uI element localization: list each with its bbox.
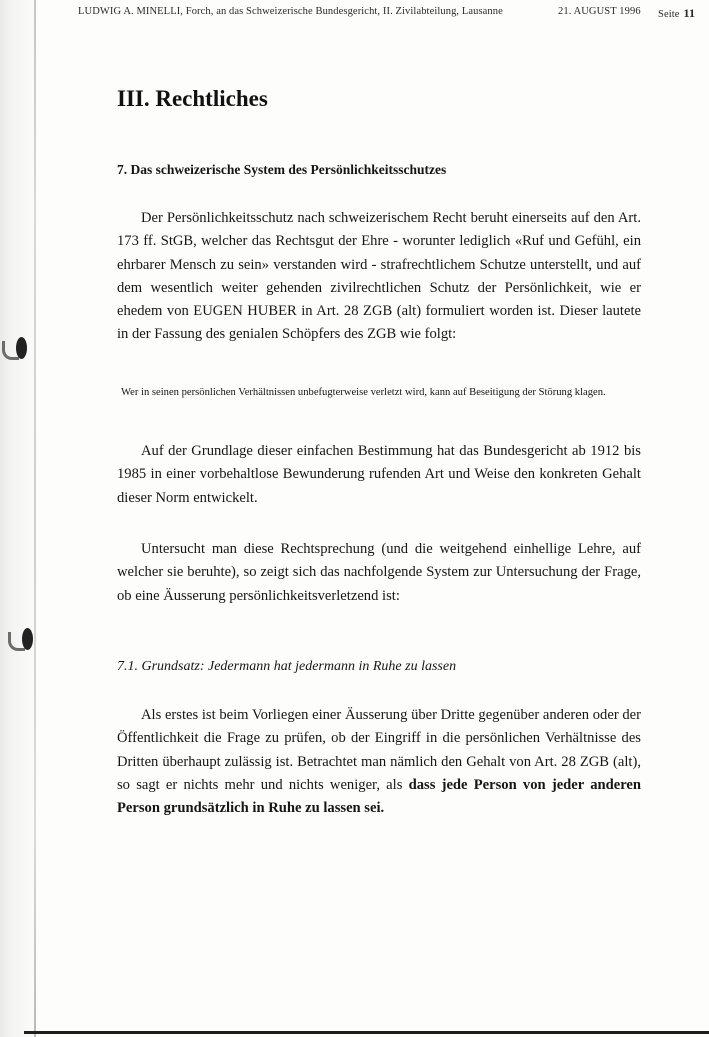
punch-hole-icon bbox=[2, 337, 28, 361]
subsection-title: 7. Das schweizerische System des Persönlichkeitsschutzes bbox=[117, 162, 447, 177]
paragraph: Der Persönlichkeitsschutz nach schweizerischem Recht beruht einerseits auf den Art. 173 ff. StGB, welcher das Rechtsgut der Ehre - worunter lediglich «Ruf und Gefühl, ein ehrbarer Mensch zu sein» verstanden wird - strafrechtlichem Schutze unterstellt, und auf dem wesentlich weiter gehenden zivilrechtlichen Schutz der Persönlichkeit, wie er ehedem von EUGEN HUBER in Art. 28 ZGB (alt) formuliert worden ist. Dieser lautete in der Fassung des genialen Schöpfers des ZGB wie folgt: bbox=[117, 210, 641, 343]
header-date: 21. AUGUST 1996 bbox=[558, 6, 641, 17]
header-author: LUDWIG A. MINELLI, Forch, an das Schweizerische Bundesgericht, II. Zivilabteilung, Lausanne bbox=[78, 6, 503, 17]
punch-hole-icon bbox=[8, 628, 34, 652]
page-number: 11 bbox=[683, 6, 696, 20]
binding-line bbox=[34, 0, 36, 1037]
page-bottom-edge bbox=[24, 1031, 709, 1034]
quotation: Wer in seinen persönlichen Verhältnissen unbefugterweise verletzt wird, kann auf Beseitigung der Störung klagen. bbox=[121, 387, 606, 398]
emphasized-principle: dass jede Person von jeder anderen Person grundsätzlich in Ruhe zu lassen sei. bbox=[117, 776, 642, 817]
subsubsection-title: 7.1. Grundsatz: Jedermann hat jedermann in Ruhe zu lassen bbox=[117, 659, 457, 674]
paragraph-principle bbox=[117, 704, 641, 820]
section-title: III. Rechtliches bbox=[117, 86, 268, 111]
paragraph: Untersucht man diese Rechtsprechung (und die weitgehend einhellige Lehre, auf welcher sie beruhte), so zeigt sich das nachfolgende System zur Untersuchung der Frage, ob eine Äusserung persönlichkeitsverletzend ist: bbox=[117, 541, 641, 604]
binding-edge bbox=[0, 0, 38, 1037]
running-header bbox=[78, 6, 706, 22]
header-page bbox=[658, 6, 695, 21]
paragraph: Auf der Grundlage dieser einfachen Bestimmung hat das Bundesgericht ab 1912 bis 1985 in einer vorbehaltlose Bewunderung rufenden Art und Weise den konkreten Gehalt dieser Norm entwickelt. bbox=[117, 443, 641, 506]
page-label: Seite bbox=[658, 9, 680, 20]
paragraph-text: Als erstes ist beim Vorliegen einer Äusserung über Dritte gegenüber anderen oder der Öffentlichkeit die Frage zu prüfen, ob der Eingriff in die persönlichen Verhältnisse des Dritten überhaupt zulässig ist. Betrachtet man nämlich den Gehalt von Art. 28 ZGB (alt), so sagt er nichts mehr und nichts weniger, als bbox=[117, 707, 641, 793]
